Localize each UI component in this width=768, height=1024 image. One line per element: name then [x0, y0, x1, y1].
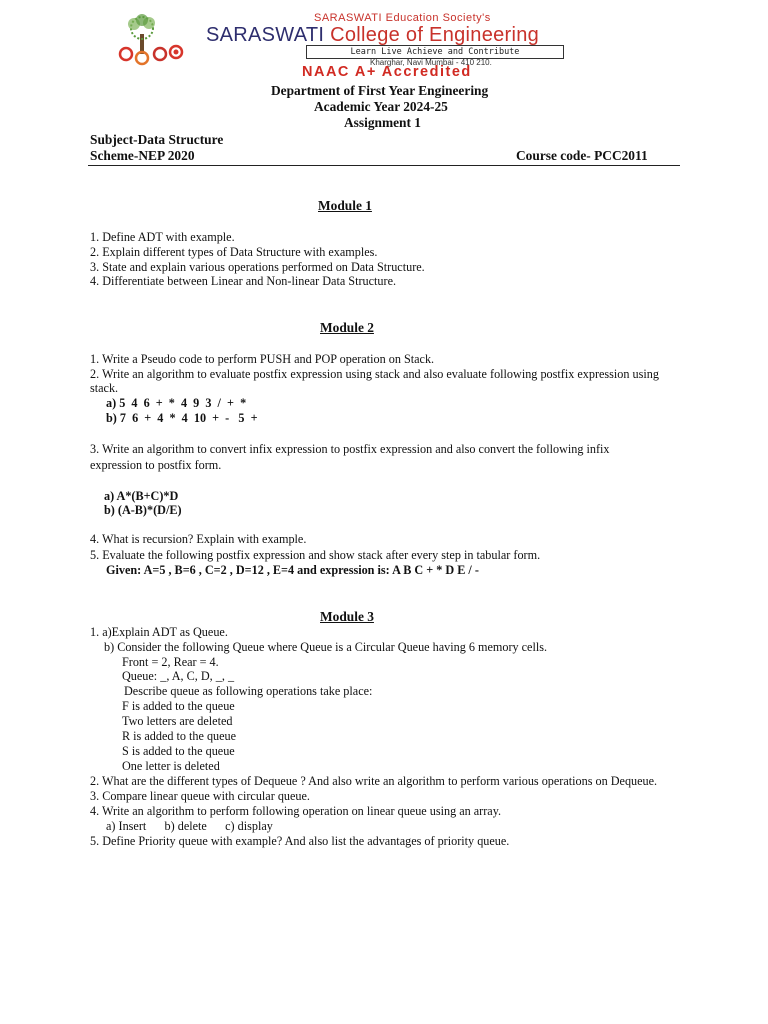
course-code: Course code- PCC2011	[516, 148, 648, 163]
motto-box: Learn Live Achieve and Contribute	[306, 45, 564, 59]
m1-question-1: 1. Define ADT with example.	[90, 230, 235, 244]
m1-question-4: 4. Differentiate between Linear and Non-linear Data Structure.	[90, 274, 397, 288]
m2-q2-expression-b: b) 7 6 + 4 * 4 10 + - 5 +	[106, 411, 258, 425]
college-name	[206, 24, 539, 47]
subject-label: Subject-Data Structure	[90, 132, 224, 147]
module-2-title: Module 2	[320, 320, 374, 335]
m3-operation-4: S is added to the queue	[122, 744, 235, 758]
m2-question-5: 5. Evaluate the following postfix expression and show stack after every step in tabular form.	[90, 548, 541, 562]
college-rest: College of Engineering	[324, 24, 540, 46]
m3-operation-5: One letter is deleted	[122, 759, 220, 773]
m3-front-rear: Front = 2, Rear = 4.	[122, 655, 219, 669]
m2-question-1: 1. Write a Pseudo code to perform PUSH and POP operation on Stack.	[90, 352, 435, 366]
m2-question-2: 2. Write an algorithm to evaluate postfix expression using stack and also evaluate following postfix expression using	[90, 367, 659, 381]
m3-question-5: 5. Define Priority queue with example? And also list the advantages of priority queue.	[90, 834, 510, 848]
m2-q3-expression-a: a) A*(B+C)*D	[104, 489, 179, 503]
society-name: SARASWATI Education Society's	[314, 12, 491, 24]
m3-operation-2: Two letters are deleted	[122, 714, 233, 728]
header-divider	[88, 165, 680, 166]
m3-operation-1: F is added to the queue	[122, 699, 235, 713]
rings-icon	[120, 46, 182, 64]
m1-question-3: 3. State and explain various operations performed on Data Structure.	[90, 260, 425, 274]
m3-question-2: 2. What are the different types of Dequeue ? And also write an algorithm to perform various operations on Dequeue.	[90, 774, 658, 788]
m2-q2-expression-a: a) 5 4 6 + * 4 9 3 / + *	[106, 396, 247, 410]
module-3-title: Module 3	[320, 609, 374, 624]
m3-queue-state: Queue: _, A, C, D, _, _	[122, 669, 235, 683]
m2-question-2-cont: stack.	[90, 381, 119, 395]
m3-question-1b: b) Consider the following Queue where Queue is a Circular Queue having 6 memory cells.	[104, 640, 548, 654]
m3-operation-3: R is added to the queue	[122, 729, 237, 743]
m2-question-3-cont: expression to postfix form.	[90, 458, 222, 472]
module-1-title: Module 1	[318, 198, 372, 213]
college-address: Kharghar, Navi Mumbai - 410 210.	[370, 58, 492, 67]
tree-icon	[128, 14, 155, 54]
m2-q3-expression-b: b) (A-B)*(D/E)	[104, 503, 182, 517]
accreditation-banner: NAAC A+ Accredited	[302, 64, 472, 80]
m3-describe: Describe queue as following operations take place:	[124, 684, 373, 698]
m3-q4-options: a) Insert b) delete c) display	[106, 819, 273, 833]
m2-q5-given: Given: A=5 , B=6 , C=2 , D=12 , E=4 and expression is: A B C + * D E / -	[106, 563, 479, 577]
m3-question-3: 3. Compare linear queue with circular queue.	[90, 789, 310, 803]
assignment-title: Assignment 1	[344, 115, 422, 130]
m2-question-4: 4. What is recursion? Explain with example.	[90, 532, 307, 546]
college-logo	[112, 14, 192, 70]
college-brand: SARASWATI	[206, 24, 325, 46]
scheme-label: Scheme-NEP 2020	[90, 148, 195, 163]
m2-question-3: 3. Write an algorithm to convert infix expression to postfix expression and also convert the following infix	[90, 442, 610, 456]
academic-year: Academic Year 2024-25	[314, 99, 448, 114]
m1-question-2: 2. Explain different types of Data Structure with examples.	[90, 245, 378, 259]
m3-question-1a: 1. a)Explain ADT as Queue.	[90, 625, 228, 639]
department-title: Department of First Year Engineering	[271, 83, 489, 98]
m3-question-4: 4. Write an algorithm to perform following operation on linear queue using an array.	[90, 804, 502, 818]
